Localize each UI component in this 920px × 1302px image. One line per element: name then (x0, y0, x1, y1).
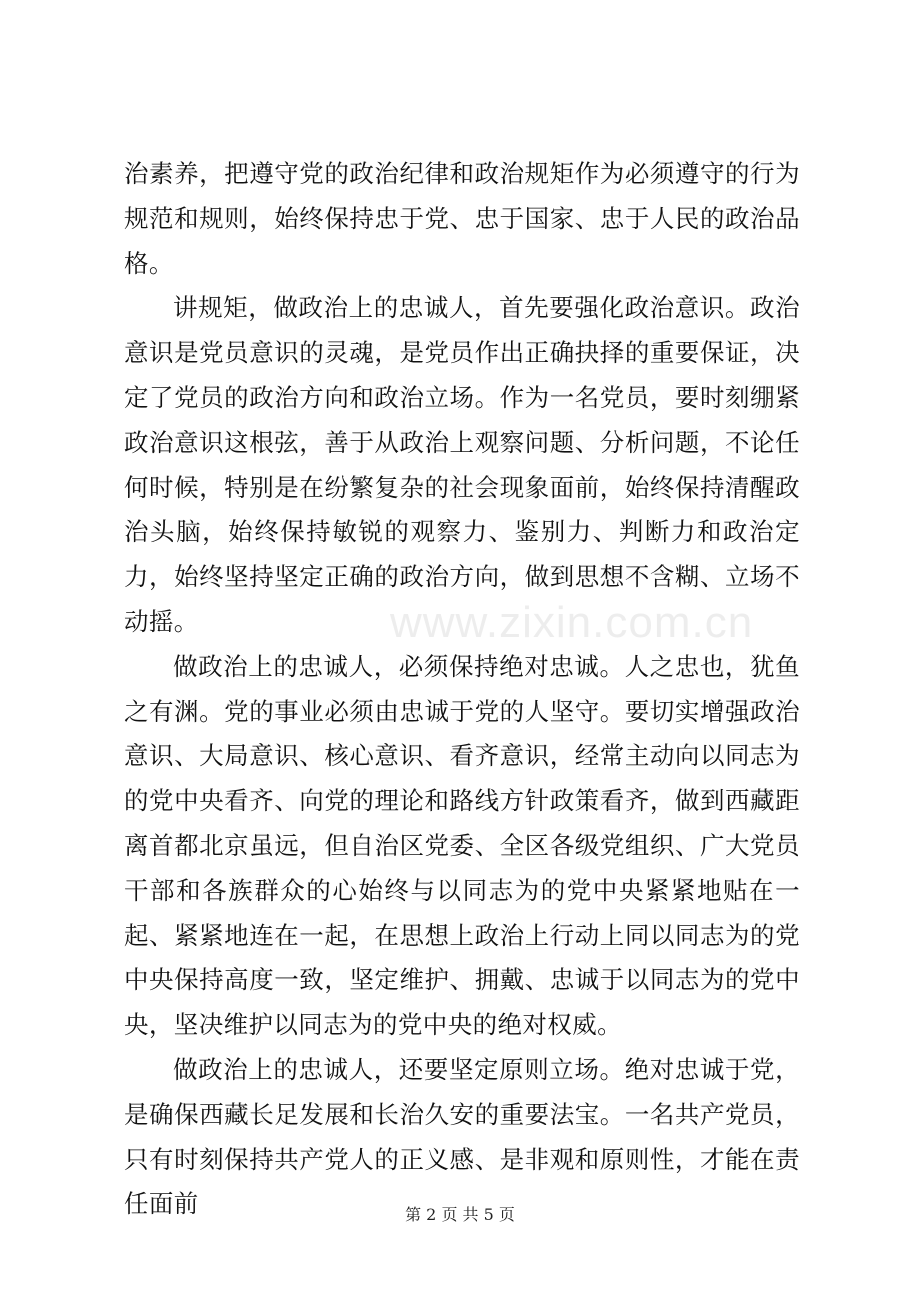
page-footer: 第 2 页 共 5 页 (405, 1205, 515, 1224)
watermark: www.zixin.com.cn (390, 598, 754, 647)
paragraph-2: 讲规矩，做政治上的忠诚人，首先要强化政治意识。政治意识是党员意识的灵魂，是党员作出正确抉择的重要保证，决定了党员的政治方向和政治立场。作为一名党员，要时刻绷紧政治意识这根弦，善于从政治上观察问题、分析问题，不论任何时候，特别是在纷繁复杂的社会现象面前，始终保持清醒政治头脑，始终保持敏锐的观察力、鉴别力、判断力和政治定力，始终坚持坚定正确的政治方向，做到思想不含糊、立场不动摇。 (124, 293, 800, 636)
paragraph-3: 做政治上的忠诚人，必须保持绝对忠诚。人之忠也，犹鱼之有渊。党的事业必须由忠诚于党的人坚守。要切实增强政治意识、大局意识、核心意识、看齐意识，经常主动向以同志为的党中央看齐、向党的理论和路线方针政策看齐，做到西藏距离首都北京虽远，但自治区党委、全区各级党组织、广大党员干部和各族群众的心始终与以同志为的党中央紧紧地贴在一起、紧紧地连在一起，在思想上政治上行动上同以同志为的党中央保持高度一致，坚定维护、拥戴、忠诚于以同志为的党中央，坚决维护以同志为的党中央的绝对权威。 (124, 651, 800, 1040)
document-body (124, 152, 800, 1227)
paragraph-1: 治素养，把遵守党的政治纪律和政治规矩作为必须遵守的行为规范和规则，始终保持忠于党、忠于国家、忠于人民的政治品格。 (124, 159, 800, 278)
paragraph-4: 做政治上的忠诚人，还要坚定原则立场。绝对忠诚于党，是确保西藏长足发展和长治久安的重要法宝。一名共产党员，只有时刻保持共产党人的正义感、是非观和原则性，才能在责任面前 (124, 1054, 800, 1219)
